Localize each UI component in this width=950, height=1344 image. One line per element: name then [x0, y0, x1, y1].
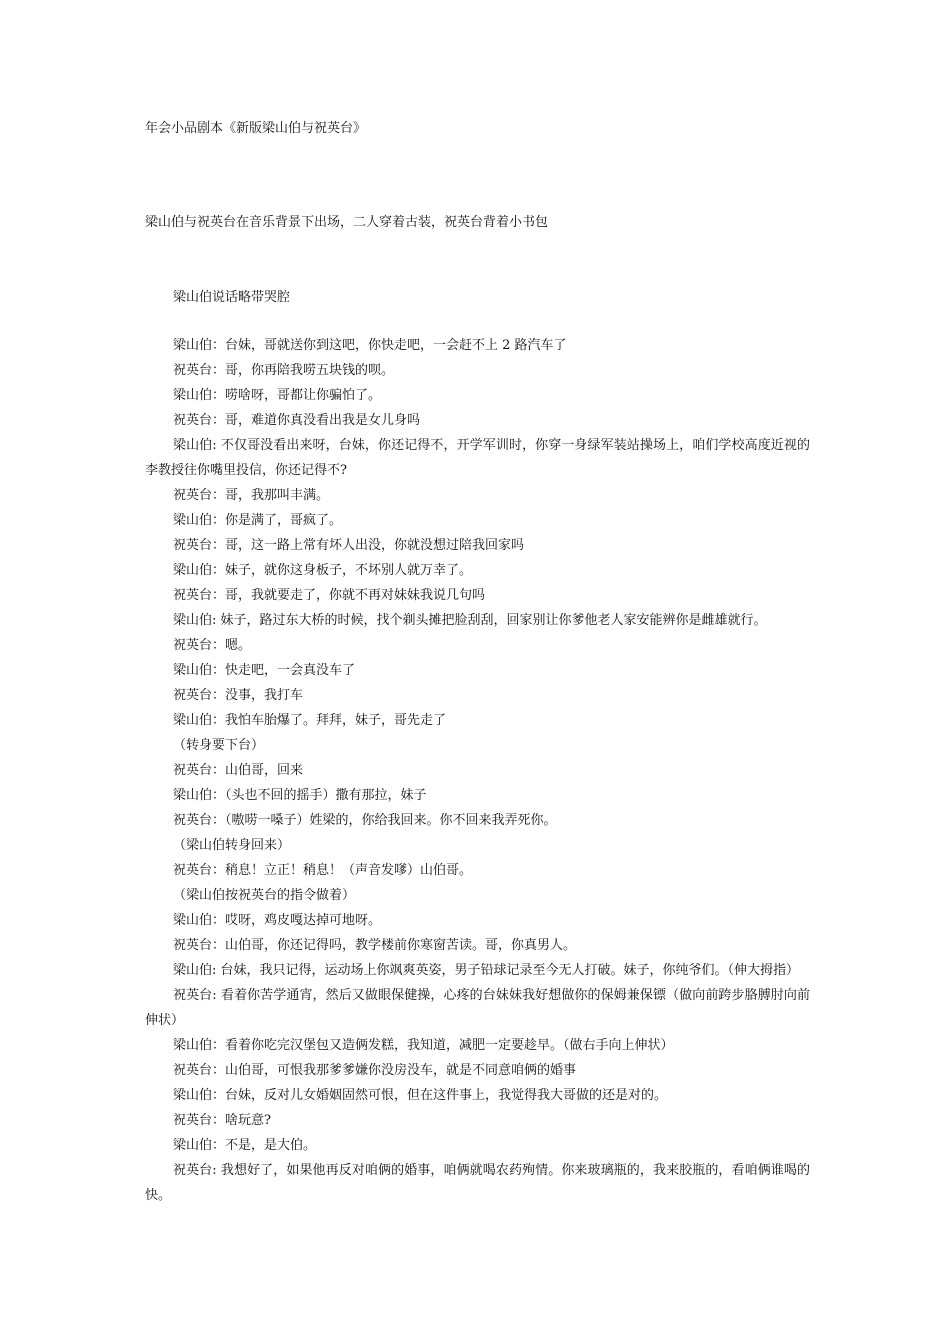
- script-line: 祝英台：山伯哥，可恨我那爹爹嫌你没房没车，就是不同意咱俩的婚事: [173, 1063, 577, 1078]
- script-line: 祝英台：哥，你再陪我唠五块钱的呗。: [173, 363, 395, 378]
- script-line: 祝英台：没事，我打车: [173, 688, 304, 703]
- script-line: 梁山伯：台妹，反对儿女婚姻固然可恨，但在这件事上，我觉得我大哥做的还是对的。: [173, 1088, 668, 1103]
- script-line: （梁山伯按祝英台的指令做着）: [173, 888, 356, 903]
- script-line: 祝英台：嗯。: [173, 638, 252, 653]
- script-line: 祝英台：哥，我就要走了，你就不再对妹妹我说几句吗: [173, 588, 486, 603]
- script-line: 梁山伯：哎呀，鸡皮嘎达掉可地呀。: [173, 913, 382, 928]
- script-line: 梁山伯：我怕车胎爆了。拜拜，妹子，哥先走了: [173, 713, 447, 728]
- script-line: 祝英台: 我想好了，如果他再反对咱俩的婚事，咱俩就喝农药殉情。你来玻璃瓶的，我来胶瓶的，看咱俩谁喝的快。: [145, 1163, 810, 1203]
- script-line: 梁山伯：台妹，哥就送你到这吧，你快走吧，一会赶不上 2 路汽车了: [173, 338, 567, 353]
- script-line: 梁山伯：看着你吃完汉堡包又造俩发糕，我知道，减肥一定要趁早。（做右手向上伸状）: [173, 1038, 674, 1053]
- script-line: 祝英台：啥玩意?: [173, 1113, 271, 1128]
- script-line: 祝英台：哥，难道你真没看出我是女儿身吗: [173, 413, 421, 428]
- stage-direction-intro: 梁山伯与祝英台在音乐背景下出场，二人穿着古装，祝英台背着小书包: [145, 215, 549, 230]
- script-line: 梁山伯: 不仅哥没看出来呀，台妹，你还记得不，开学军训时，你穿一身绿军装站操场上，咱们学校高度近视的李教授往你嘴里投信，你还记得不?: [145, 438, 810, 478]
- script-line: 祝英台：山伯哥，你还记得吗，教学楼前你寒窗苦读。哥，你真男人。: [173, 938, 577, 953]
- script-line: 祝英台：（嗷唠一嗓子）姓梁的，你给我回来。你不回来我弄死你。: [173, 813, 557, 828]
- script-line: 祝英台: 看着你苦学通宵，然后又做眼保健操，心疼的台妹妹我好想做你的保姆兼保镖（做向前跨步胳膊肘向前伸状）: [145, 988, 810, 1028]
- script-line: 梁山伯：快走吧，一会真没车了: [173, 663, 356, 678]
- document-title: 年会小品剧本《新版梁山伯与祝英台》: [145, 121, 367, 136]
- script-line: 梁山伯：唠啥呀，哥都让你骗怕了。: [173, 388, 382, 403]
- script-line: 祝英台：哥，这一路上常有坏人出没，你就没想过陪我回家吗: [173, 538, 525, 553]
- script-line: （转身要下台）: [173, 738, 265, 753]
- script-line: 梁山伯：（头也不回的摇手）撒有那拉，妹子: [173, 788, 427, 803]
- script-line: （梁山伯转身回来）: [173, 838, 291, 853]
- script-lines: [145, 333, 810, 1208]
- script-line: 祝英台：稍息！立正！稍息！（声音发嗲）山伯哥。: [173, 863, 473, 878]
- script-line: 祝英台：山伯哥，回来: [173, 763, 304, 778]
- stage-direction-note: 梁山伯说话略带哭腔: [173, 290, 291, 305]
- script-line: 梁山伯：不是，是大伯。: [173, 1138, 317, 1153]
- script-line: 祝英台：哥，我那叫丰满。: [173, 488, 330, 503]
- script-line: 梁山伯: 妹子，路过东大桥的时候，找个剃头摊把脸刮刮，回家别让你爹他老人家安能辨你是雌雄就行。: [173, 613, 767, 628]
- script-line: 梁山伯：妹子，就你这身板子，不坏别人就万幸了。: [173, 563, 473, 578]
- script-line: 梁山伯：你是满了，哥疯了。: [173, 513, 343, 528]
- script-line: 梁山伯: 台妹，我只记得，运动场上你飒爽英姿，男子铅球记录至今无人打破。妹子，你纯爷们。（伸大拇指）: [173, 963, 800, 978]
